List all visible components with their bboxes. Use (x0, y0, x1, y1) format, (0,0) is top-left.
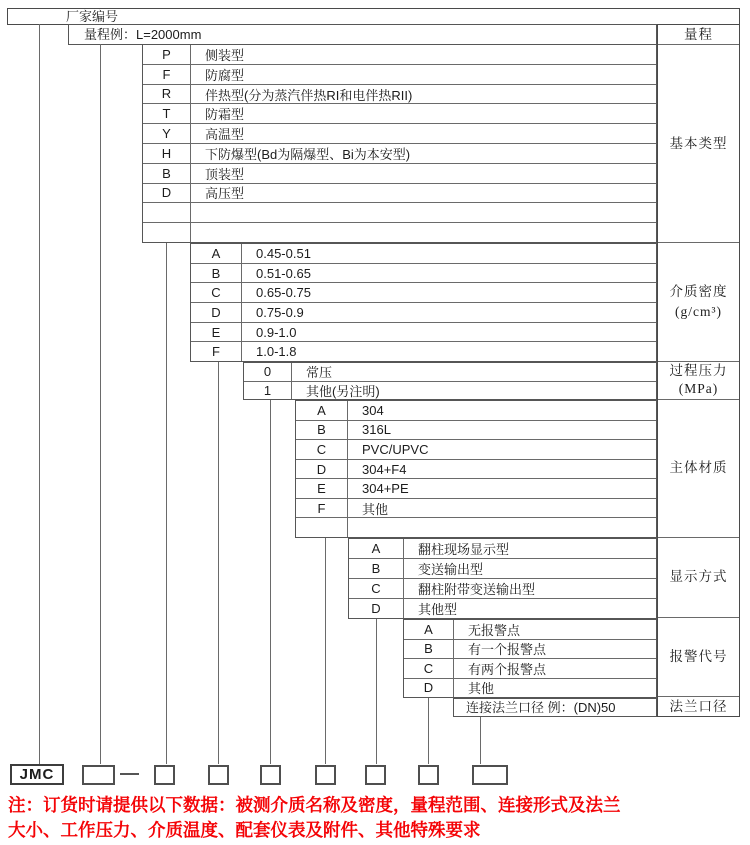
option-desc: 0.65-0.75 (256, 285, 311, 301)
option-code: B (296, 421, 348, 440)
option-desc: PVC/UPVC (362, 441, 429, 457)
model-code-box-display (365, 765, 386, 785)
category-label-display: 显示方式 (658, 538, 739, 619)
option-code: D (404, 679, 454, 698)
option-row (191, 323, 656, 343)
option-desc: 防霜型 (205, 107, 245, 123)
connector-line-display (376, 619, 377, 764)
connector-line-density (218, 362, 219, 764)
connector-line-manufacturer (39, 24, 40, 764)
option-row (143, 144, 656, 164)
option-row (143, 124, 656, 144)
option-code: B (191, 264, 242, 283)
option-row (296, 479, 656, 499)
option-desc (348, 518, 656, 537)
option-row (296, 401, 656, 421)
option-row (191, 342, 656, 361)
option-code: A (191, 244, 242, 263)
model-code-box-basic-type (154, 765, 175, 785)
option-code: H (143, 144, 191, 163)
option-desc: 高温型 (205, 127, 245, 143)
option-code: 0 (244, 363, 292, 381)
option-row (244, 363, 656, 382)
option-row (404, 620, 656, 640)
connector-line-alarm (428, 698, 429, 764)
manufacturer-number-label: 厂家编号 (66, 9, 119, 24)
option-desc: 有一个报警点 (468, 642, 547, 658)
option-code: D (349, 599, 404, 618)
option-code: F (143, 65, 191, 84)
category-label-range: 量程 (658, 25, 739, 45)
option-row-empty (296, 518, 656, 537)
option-code: C (349, 579, 404, 598)
option-row (349, 579, 656, 599)
option-desc: 高压型 (205, 186, 245, 202)
option-code: B (404, 640, 454, 659)
option-desc: 0.45-0.51 (256, 245, 311, 261)
option-desc: 侧装型 (205, 47, 245, 63)
option-desc: 304+PE (362, 481, 409, 497)
option-code: A (349, 539, 404, 558)
option-desc: 有两个报警点 (468, 661, 547, 677)
basic-type-block (142, 44, 657, 243)
option-row (143, 45, 656, 65)
option-code: 1 (244, 382, 292, 400)
option-desc: 316L (362, 422, 391, 438)
option-row (191, 264, 656, 284)
option-row (191, 244, 656, 264)
option-row (143, 65, 656, 85)
option-code: C (404, 659, 454, 678)
model-code-box-density (208, 765, 229, 785)
option-code: D (191, 303, 242, 322)
category-label-density: 介质密度 (g/cm³) (658, 243, 739, 362)
ordering-note-line1: 注：订货时请提供以下数据：被测介质名称及密度，量程范围、连接形式及法兰 (8, 795, 621, 815)
option-desc: 顶装型 (205, 166, 245, 182)
option-row (296, 440, 656, 460)
option-row (296, 499, 656, 519)
process-pressure-block (243, 362, 657, 400)
option-row (143, 164, 656, 184)
category-label-basic-type: 基本类型 (658, 45, 739, 243)
flange-size-cell (453, 698, 657, 717)
option-desc: 无报警点 (468, 622, 521, 638)
option-row (404, 640, 656, 660)
option-code: D (143, 184, 191, 203)
option-row (191, 303, 656, 323)
option-desc: 防腐型 (205, 67, 245, 83)
model-code-box-material (315, 765, 336, 785)
manufacturer-number-cell (7, 8, 740, 25)
option-code: A (296, 401, 348, 420)
option-code: P (143, 45, 191, 64)
option-desc: 304+F4 (362, 461, 407, 477)
category-label-pressure: 过程压力 (MPa) (658, 362, 739, 400)
body-material-block (295, 400, 657, 538)
option-desc: 0.51-0.65 (256, 265, 311, 281)
alarm-code-block (403, 619, 657, 698)
option-row (296, 460, 656, 480)
option-desc: 常压 (306, 365, 333, 381)
connector-line-flange (480, 717, 481, 764)
option-code: A (404, 620, 454, 639)
option-row-empty (143, 203, 656, 223)
option-code: T (143, 104, 191, 123)
option-row (404, 659, 656, 679)
option-desc (191, 203, 656, 222)
option-desc: 其他型 (418, 602, 458, 617)
option-code: E (191, 323, 242, 342)
option-code: F (191, 342, 242, 361)
option-row (349, 559, 656, 579)
category-label-material: 主体材质 (658, 400, 739, 538)
option-desc: 304 (362, 402, 384, 418)
option-code: Y (143, 124, 191, 143)
connector-line-basic-type (166, 243, 167, 764)
model-prefix-box: JMC (10, 764, 64, 785)
option-desc: 翻柱现场显示型 (418, 542, 510, 557)
option-desc: 其他 (468, 681, 495, 697)
model-code-box-range (82, 765, 115, 785)
category-label-flange: 法兰口径 (669, 699, 728, 715)
connector-line-range (100, 44, 101, 764)
option-row-empty (143, 223, 656, 242)
option-desc: 其他 (362, 501, 389, 517)
option-desc: 下防爆型(Bd为隔爆型、Bi为本安型) (205, 146, 411, 162)
display-mode-block (348, 538, 657, 619)
ordering-note (8, 793, 746, 843)
option-row (191, 283, 656, 303)
flange-size-text: 连接法兰口径 例：(DN)50 (466, 700, 616, 715)
range-example-text: 量程例：L=2000mm (84, 27, 202, 42)
category-label-alarm: 报警代号 (658, 618, 739, 697)
model-code-box-flange (472, 765, 508, 785)
model-code-box-pressure (260, 765, 281, 785)
model-separator-dash (120, 773, 139, 775)
option-code: D (296, 460, 348, 479)
option-code (296, 518, 348, 537)
option-desc: 其他(另注明) (306, 383, 380, 399)
option-row (143, 104, 656, 124)
option-row (404, 679, 656, 698)
option-desc: 翻柱附带变送输出型 (418, 582, 536, 597)
option-code: E (296, 479, 348, 498)
option-code: B (349, 559, 404, 578)
medium-density-block (190, 243, 657, 362)
option-code: B (143, 164, 191, 183)
option-desc: 0.9-1.0 (256, 324, 297, 340)
connector-line-pressure (270, 400, 271, 764)
option-row (296, 421, 656, 441)
model-code-box-alarm (418, 765, 439, 785)
option-code (143, 203, 191, 222)
option-row (143, 184, 656, 204)
ordering-note-line2: 大小、工作压力、介质温度、配套仪表及附件、其他特殊要求 (8, 820, 481, 840)
option-desc: 变送输出型 (418, 562, 484, 577)
option-desc: 0.75-0.9 (256, 304, 304, 320)
option-code: C (191, 283, 242, 302)
range-example-cell (68, 24, 657, 45)
option-desc: 1.0-1.8 (256, 344, 297, 360)
option-desc: 伴热型(分为蒸汽伴热RI和电伴热RII) (205, 87, 413, 103)
option-code: C (296, 440, 348, 459)
option-code: R (143, 85, 191, 104)
option-row (143, 85, 656, 105)
option-row (349, 539, 656, 559)
option-row (244, 382, 656, 400)
option-desc (191, 223, 656, 242)
option-row (349, 599, 656, 618)
connector-line-material (325, 538, 326, 764)
option-code (143, 223, 191, 242)
option-code: F (296, 499, 348, 518)
category-label-column (657, 24, 740, 717)
